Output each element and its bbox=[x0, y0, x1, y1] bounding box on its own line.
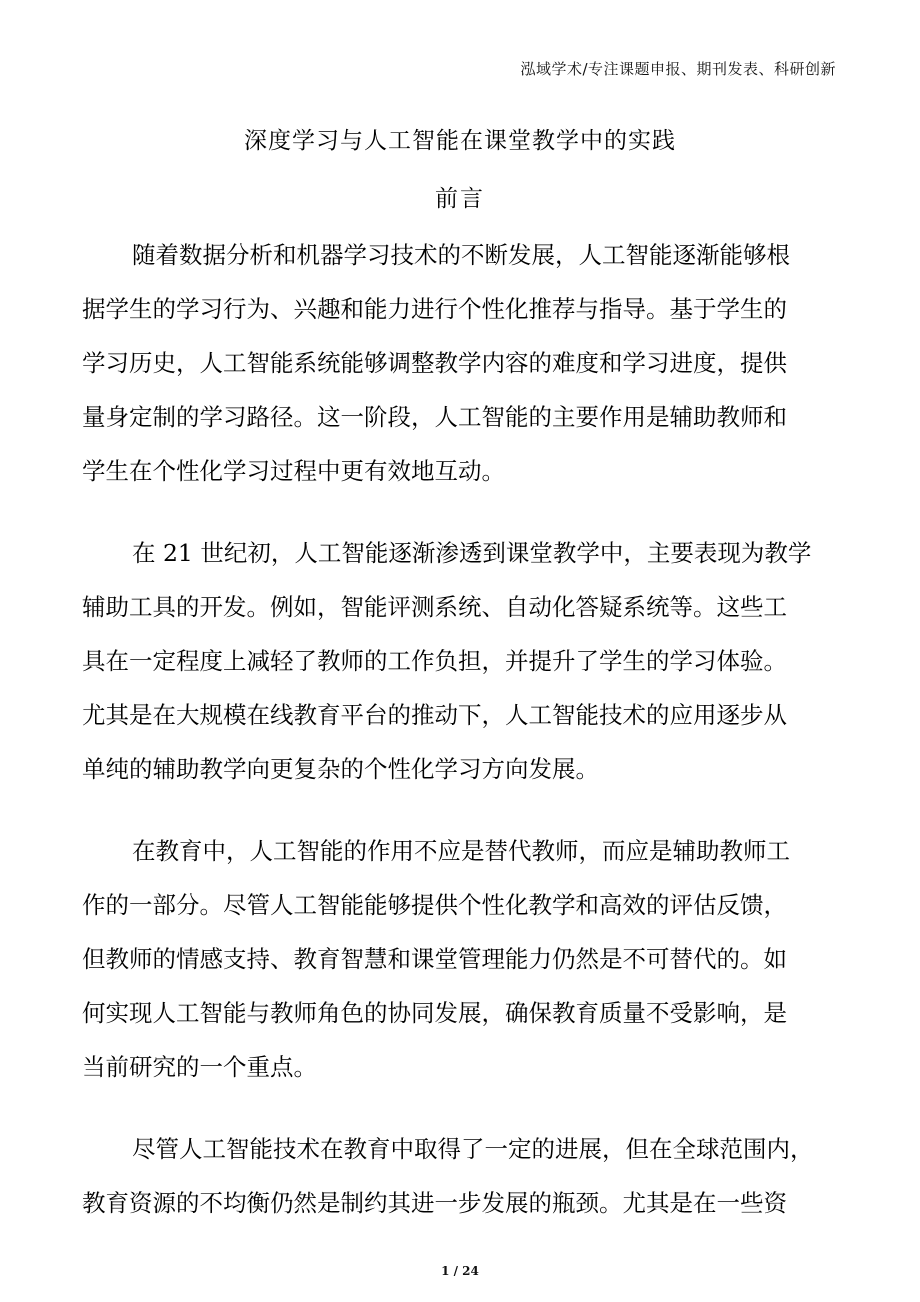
text-line: 但教师的情感支持、教育智慧和课堂管理能力仍然是不可替代的。如 bbox=[82, 945, 787, 973]
document-title: 深度学习与人工智能在课堂教学中的实践 bbox=[244, 128, 676, 154]
text-line: 在 21 世纪初，人工智能逐渐渗透到课堂教学中，主要表现为教学 bbox=[132, 539, 812, 567]
section-heading: 前言 bbox=[435, 186, 485, 212]
text-line: 尽管人工智能技术在教育中取得了一定的进展，但在全球范围内， bbox=[132, 1135, 814, 1163]
paragraph bbox=[82, 526, 842, 796]
header-tagline: 泓域学术/专注课题申报、期刊发表、科研创新 bbox=[520, 60, 836, 78]
text-line: 学习历史，人工智能系统能够调整教学内容的难度和学习进度，提供 bbox=[82, 349, 787, 377]
text-line: 据学生的学习行为、兴趣和能力进行个性化推荐与指导。基于学生的 bbox=[82, 295, 787, 323]
text-line: 作的一部分。尽管人工智能能够提供个性化教学和高效的评估反馈， bbox=[82, 891, 787, 919]
text-line: 当前研究的一个重点。 bbox=[82, 1053, 317, 1081]
text-line: 单纯的辅助教学向更复杂的个性化学习方向发展。 bbox=[82, 755, 599, 783]
page-number: 1 / 24 bbox=[441, 1264, 479, 1278]
text-line: 量身定制的学习路径。这一阶段，人工智能的主要作用是辅助教师和 bbox=[82, 403, 787, 431]
document-body bbox=[82, 228, 842, 1258]
paragraph bbox=[82, 1122, 842, 1230]
text-line: 学生在个性化学习过程中更有效地互动。 bbox=[82, 457, 505, 485]
text-line: 教育资源的不均衡仍然是制约其进一步发展的瓶颈。尤其是在一些资 bbox=[82, 1189, 787, 1217]
text-line: 具在一定程度上减轻了教师的工作负担，并提升了学生的学习体验。 bbox=[82, 647, 787, 675]
text-line: 在教育中，人工智能的作用不应是替代教师，而应是辅助教师工 bbox=[132, 837, 790, 865]
text-line: 辅助工具的开发。例如，智能评测系统、自动化答疑系统等。这些工 bbox=[82, 593, 787, 621]
paragraph bbox=[82, 824, 842, 1094]
text-line: 何实现人工智能与教师角色的协同发展，确保教育质量不受影响，是 bbox=[82, 999, 787, 1027]
text-line: 尤其是在大规模在线教育平台的推动下，人工智能技术的应用逐步从 bbox=[82, 701, 787, 729]
paragraph bbox=[82, 228, 842, 498]
text-line: 随着数据分析和机器学习技术的不断发展，人工智能逐渐能够根 bbox=[132, 241, 790, 269]
